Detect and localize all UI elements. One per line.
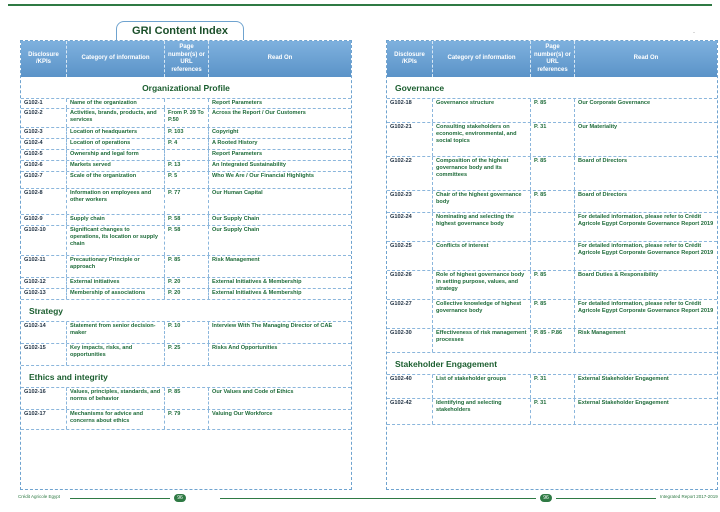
footer-rule-middle [220, 498, 536, 499]
table-row [21, 172, 351, 189]
read-on-cell: Risk Management [212, 257, 260, 263]
category-cell: Information on employees and other workers [67, 189, 165, 214]
page-ref-cell: P. 31 [531, 123, 575, 156]
table-row [387, 242, 717, 271]
page-ref-cell [531, 242, 575, 270]
page-ref-cell: P. 4 [165, 139, 209, 149]
read-on-cell: Interview With The Managing Director of CAE [212, 323, 333, 329]
read-on-cell: Board Duties & Responsibility [578, 272, 659, 278]
disclosure-code: G102-24 [387, 213, 433, 241]
category-cell: Markets served [67, 161, 165, 171]
category-cell: Statement from senior decision-maker [67, 322, 165, 343]
disclosure-code: G102-16 [21, 388, 67, 409]
table-row [21, 189, 351, 215]
read-on-cell: External Initiatives & Membership [212, 279, 302, 285]
table-row [21, 388, 351, 410]
read-on-cell: Across the Report / Our Customers [212, 110, 306, 116]
disclosure-code: G102-12 [21, 278, 67, 288]
section-heading: Organizational Profile [21, 77, 351, 99]
read-on-cell: Who We Are / Our Financial Highlights [212, 173, 314, 179]
read-on-cell: Risk Management [578, 330, 626, 336]
read-on-cell: For detailed information, please refer to Crédit Agricole Egypt Corporate Governance Report 2019 [578, 214, 714, 227]
disclosure-code: G102-3 [21, 128, 67, 138]
section-heading: Governance [387, 77, 717, 99]
disclosure-code: G102-22 [387, 157, 433, 190]
page-ref-cell: P. 79 [165, 410, 209, 429]
page-ref-cell [165, 99, 209, 108]
page-ref-cell [531, 213, 575, 241]
disclosure-code: G102-40 [387, 375, 433, 398]
footer-right-text: Integrated Report 2017-2019 [660, 494, 718, 499]
category-cell: Scale of the organization [67, 172, 165, 188]
disclosure-code: G102-27 [387, 300, 433, 328]
disclosure-code: G102-17 [21, 410, 67, 429]
read-on-cell: Board of Directors [578, 158, 628, 164]
disclosure-code: G102-25 [387, 242, 433, 270]
category-cell: Membership of associations [67, 289, 165, 299]
page-ref-cell: P. 85 [531, 99, 575, 122]
page-ref-cell [165, 150, 209, 160]
category-cell: Composition of the highest governance body and its committees [433, 157, 531, 190]
table-row [387, 375, 717, 399]
table-row [21, 344, 351, 366]
category-cell: Significant changes to operations, its location or supply chain [67, 226, 165, 255]
table-row [21, 289, 351, 300]
page-ref-cell: P. 85 [165, 388, 209, 409]
left-index-table [20, 40, 352, 490]
header-category: Category of information [67, 41, 165, 77]
category-cell: Effectiveness of risk management processes [433, 329, 531, 352]
table-row [387, 123, 717, 157]
decorative-dot: · [693, 30, 695, 36]
read-on-cell: An Integrated Sustainability [212, 162, 286, 168]
read-on-cell: Our Values and Code of Ethics [212, 389, 294, 395]
table-row [387, 157, 717, 191]
category-cell: Activities, brands, products, and services [67, 109, 165, 127]
header-disclosure: Disclosure /KPIs [387, 41, 433, 77]
table-row [21, 139, 351, 150]
page-ref-cell: P. 85 [531, 157, 575, 190]
page-ref-cell: From P. 39 To P.50 [165, 109, 209, 127]
category-cell: Supply chain [67, 215, 165, 225]
table-header [21, 41, 351, 77]
header-readon: Read On [633, 55, 659, 62]
category-cell: Location of headquarters [67, 128, 165, 138]
table-row [387, 271, 717, 300]
category-cell: Key impacts, risks, and opportunities [67, 344, 165, 365]
header-readon: Read On [267, 55, 293, 62]
category-cell: Name of the organization [67, 99, 165, 108]
read-on-cell: Our Supply Chain [212, 216, 260, 222]
disclosure-code: G102-15 [21, 344, 67, 365]
read-on-cell: Our Supply Chain [212, 227, 260, 233]
table-row [21, 322, 351, 344]
page-ref-cell: P. 85 [531, 271, 575, 299]
disclosure-code: G102-30 [387, 329, 433, 352]
category-cell: Governance structure [433, 99, 531, 122]
read-on-cell: Our Materiality [578, 124, 618, 130]
disclosure-code: G102-8 [21, 189, 67, 214]
section-heading: Stakeholder Engagement [387, 353, 717, 375]
category-cell: Role of highest governance body in setting purpose, values, and strategy [433, 271, 531, 299]
category-cell: Ownership and legal form [67, 150, 165, 160]
page-number-left: 96 [174, 494, 186, 502]
category-cell: External initiatives [67, 278, 165, 288]
table-row [21, 99, 351, 109]
disclosure-code: G102-21 [387, 123, 433, 156]
page-ref-cell: P. 20 [165, 278, 209, 288]
disclosure-code: G102-42 [387, 399, 433, 424]
right-index-table [386, 40, 718, 490]
read-on-cell: Our Corporate Governance [578, 100, 651, 106]
table-header [387, 41, 717, 77]
table-row [21, 278, 351, 289]
right-rows [387, 77, 717, 425]
category-cell: Conflicts of interest [433, 242, 531, 270]
table-row [387, 399, 717, 425]
footer-left-text: Crédit Agricole Egypt [18, 494, 61, 499]
table-row [387, 329, 717, 353]
disclosure-code: G102-9 [21, 215, 67, 225]
top-rule [8, 4, 712, 6]
footer-rule-left [70, 498, 170, 499]
disclosure-code: G102-5 [21, 150, 67, 160]
page-ref-cell: P. 20 [165, 289, 209, 299]
table-row [21, 150, 351, 161]
page-ref-cell: P. 31 [531, 375, 575, 398]
page-ref-cell: P. 31 [531, 399, 575, 424]
page-ref-cell: P. 5 [165, 172, 209, 188]
read-on-cell: For detailed information, please refer to Crédit Agricole Egypt Corporate Governance Report 2019 [578, 243, 714, 256]
read-on-cell: Board of Directors [578, 192, 628, 198]
read-on-cell: Copyright [212, 129, 239, 135]
page-ref-cell: P. 85 [531, 300, 575, 328]
category-cell: Mechanisms for advice and concerns about ethics [67, 410, 165, 429]
table-row [387, 213, 717, 242]
category-cell: Chair of the highest governance body [433, 191, 531, 212]
table-row [387, 300, 717, 329]
disclosure-code: G102-14 [21, 322, 67, 343]
read-on-cell: External Stakeholder Engagement [578, 376, 669, 382]
table-row [21, 161, 351, 172]
header-page: Page number(s) or URL references [165, 41, 209, 77]
disclosure-code: G102-7 [21, 172, 67, 188]
page-ref-cell: P. 85 - P.86 [531, 329, 575, 352]
read-on-cell: External Stakeholder Engagement [578, 400, 669, 406]
disclosure-code: G102-26 [387, 271, 433, 299]
table-row [387, 99, 717, 123]
page-ref-cell: P. 85 [165, 256, 209, 277]
disclosure-code: G102-11 [21, 256, 67, 277]
category-cell: Identifying and selecting stakeholders [433, 399, 531, 424]
section-heading: Ethics and integrity [21, 366, 351, 388]
disclosure-code: G102-2 [21, 109, 67, 127]
section-heading: Strategy [21, 300, 351, 322]
table-row [21, 109, 351, 128]
page-ref-cell: P. 10 [165, 322, 209, 343]
category-cell: Values, principles, standards, and norms of behavior [67, 388, 165, 409]
header-category: Category of information [433, 41, 531, 77]
read-on-cell: Our Human Capital [212, 190, 263, 196]
category-cell: Nominating and selecting the highest governance body [433, 213, 531, 241]
page-ref-cell: P. 77 [165, 189, 209, 214]
disclosure-code: G102-4 [21, 139, 67, 149]
disclosure-code: G102-23 [387, 191, 433, 212]
category-cell: Precautionary Principle or approach [67, 256, 165, 277]
table-row [21, 410, 351, 430]
table-row [21, 215, 351, 226]
disclosure-code: G102-10 [21, 226, 67, 255]
left-rows [21, 77, 351, 430]
category-cell: Consulting stakeholders on economic, environmental, and social topics [433, 123, 531, 156]
read-on-cell: A Rooted History [212, 140, 258, 146]
page-ref-cell: P. 103 [165, 128, 209, 138]
disclosure-code: G102-18 [387, 99, 433, 122]
category-cell: Collective knowledge of highest governance body [433, 300, 531, 328]
read-on-cell: Report Parameters [212, 151, 263, 157]
disclosure-code: G102-6 [21, 161, 67, 171]
page-number-right: 96 [540, 494, 552, 502]
category-cell: List of stakeholder groups [433, 375, 531, 398]
read-on-cell: Valuing Our Workforce [212, 411, 273, 417]
page-ref-cell: P. 58 [165, 226, 209, 255]
page-ref-cell: P. 85 [531, 191, 575, 212]
page-title: GRI Content Index [116, 21, 244, 40]
category-cell: Location of operations [67, 139, 165, 149]
page-ref-cell: P. 13 [165, 161, 209, 171]
read-on-cell: Risks And Opportunities [212, 345, 278, 351]
table-row [21, 128, 351, 139]
header-disclosure: Disclosure /KPIs [21, 41, 67, 77]
page-ref-cell: P. 25 [165, 344, 209, 365]
footer-rule-right [556, 498, 656, 499]
table-row [21, 256, 351, 278]
table-row [387, 191, 717, 213]
read-on-cell: Report Parameters [212, 100, 263, 106]
disclosure-code: G102-1 [21, 99, 67, 108]
table-row [21, 226, 351, 256]
disclosure-code: G102-13 [21, 289, 67, 299]
page-ref-cell: P. 58 [165, 215, 209, 225]
header-page: Page number(s) or URL references [531, 41, 575, 77]
read-on-cell: For detailed information, please refer to Crédit Agricole Egypt Corporate Governance Report 2019 [578, 301, 714, 314]
read-on-cell: External Initiatives & Membership [212, 290, 302, 296]
